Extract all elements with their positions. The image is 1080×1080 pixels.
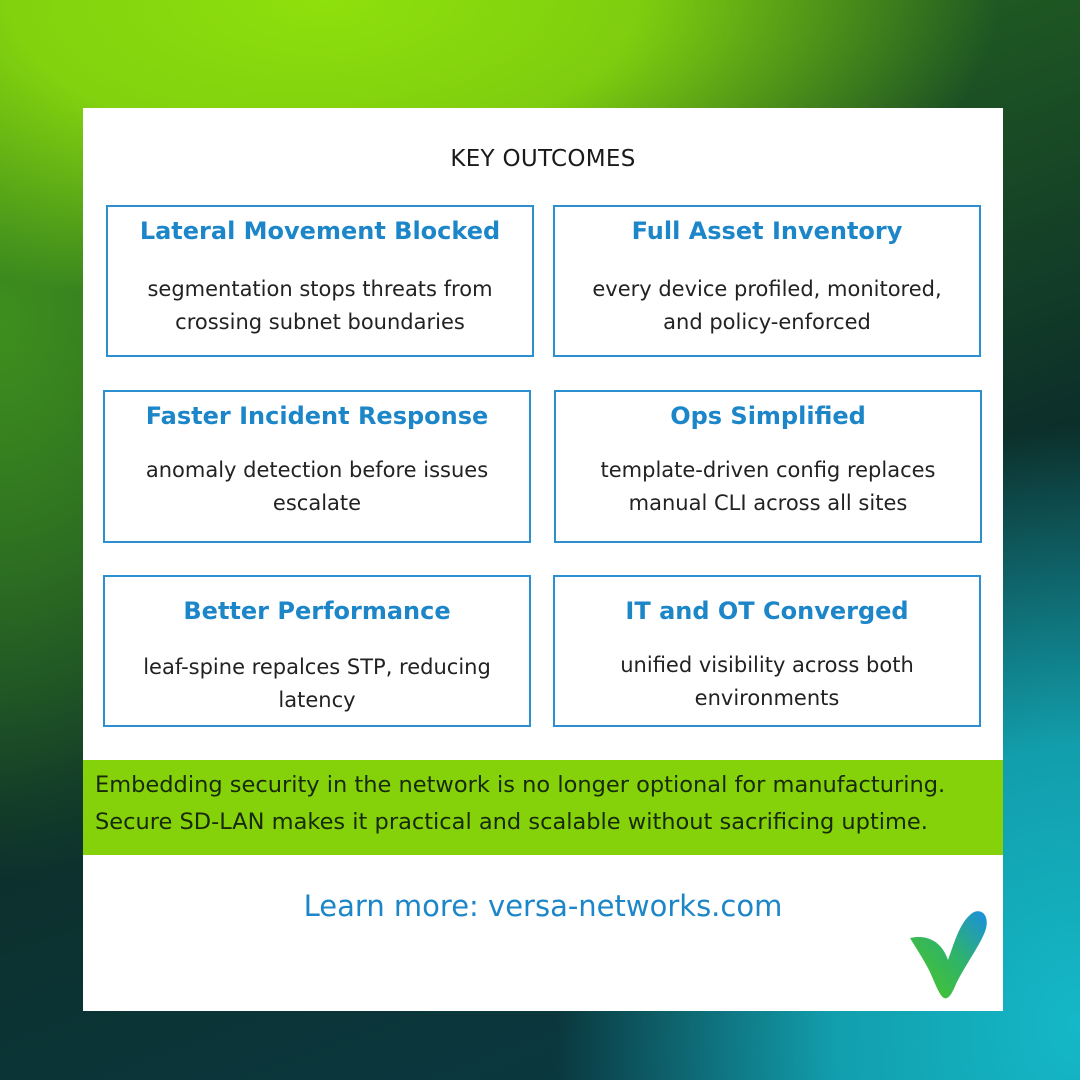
outcome-title: IT and OT Converged (625, 597, 909, 625)
outcome-description (123, 454, 511, 520)
versa-v-logo-icon (908, 908, 990, 1000)
outcome-description (573, 649, 961, 715)
page-title: KEY OUTCOMES (450, 146, 636, 172)
outcome-description-line: environments (694, 686, 840, 710)
outcome-description (574, 454, 962, 520)
outcome-card-ops-simplified (554, 390, 982, 543)
outcome-description-line: anomaly detection before issues (145, 458, 489, 482)
outcome-description-line: manual CLI across all sites (628, 491, 908, 515)
outcome-description-line: template-driven config replaces (600, 458, 936, 482)
outcome-description-line: latency (278, 688, 356, 712)
outcome-description-line: segmentation stops threats from (147, 277, 493, 301)
outcome-title: Better Performance (183, 597, 451, 625)
outcome-title: Full Asset Inventory (631, 217, 903, 245)
outcome-description-line: unified visibility across both (620, 653, 914, 677)
outcome-card-it-ot-converged (553, 575, 981, 727)
outcome-title: Lateral Movement Blocked (139, 217, 501, 245)
summary-line: Embedding security in the network is no longer optional for manufacturing. (95, 772, 946, 798)
outcome-card-incident-response (103, 390, 531, 543)
outcome-description (573, 273, 961, 339)
learn-more-link[interactable]: Learn more: versa-networks.com (303, 889, 783, 923)
outcome-description-line: and policy-enforced (663, 310, 871, 334)
outcome-description (126, 273, 514, 339)
summary-line: Secure SD-LAN makes it practical and scalable without sacrificing uptime. (95, 809, 928, 835)
outcome-title: Faster Incident Response (145, 402, 489, 430)
outcome-description-line: escalate (272, 491, 362, 515)
outcome-card-asset-inventory (553, 205, 981, 357)
outcome-card-lateral-movement (106, 205, 534, 357)
outcome-description-line: every device profiled, monitored, (592, 277, 942, 301)
outcome-description-line: leaf-spine repalces STP, reducing (143, 655, 491, 679)
outcome-description (123, 651, 511, 717)
content-card (83, 108, 1003, 1011)
outcome-title: Ops Simplified (670, 402, 866, 430)
summary-banner (83, 760, 1003, 855)
outcome-description-line: crossing subnet boundaries (175, 310, 465, 334)
outcome-card-better-performance (103, 575, 531, 727)
